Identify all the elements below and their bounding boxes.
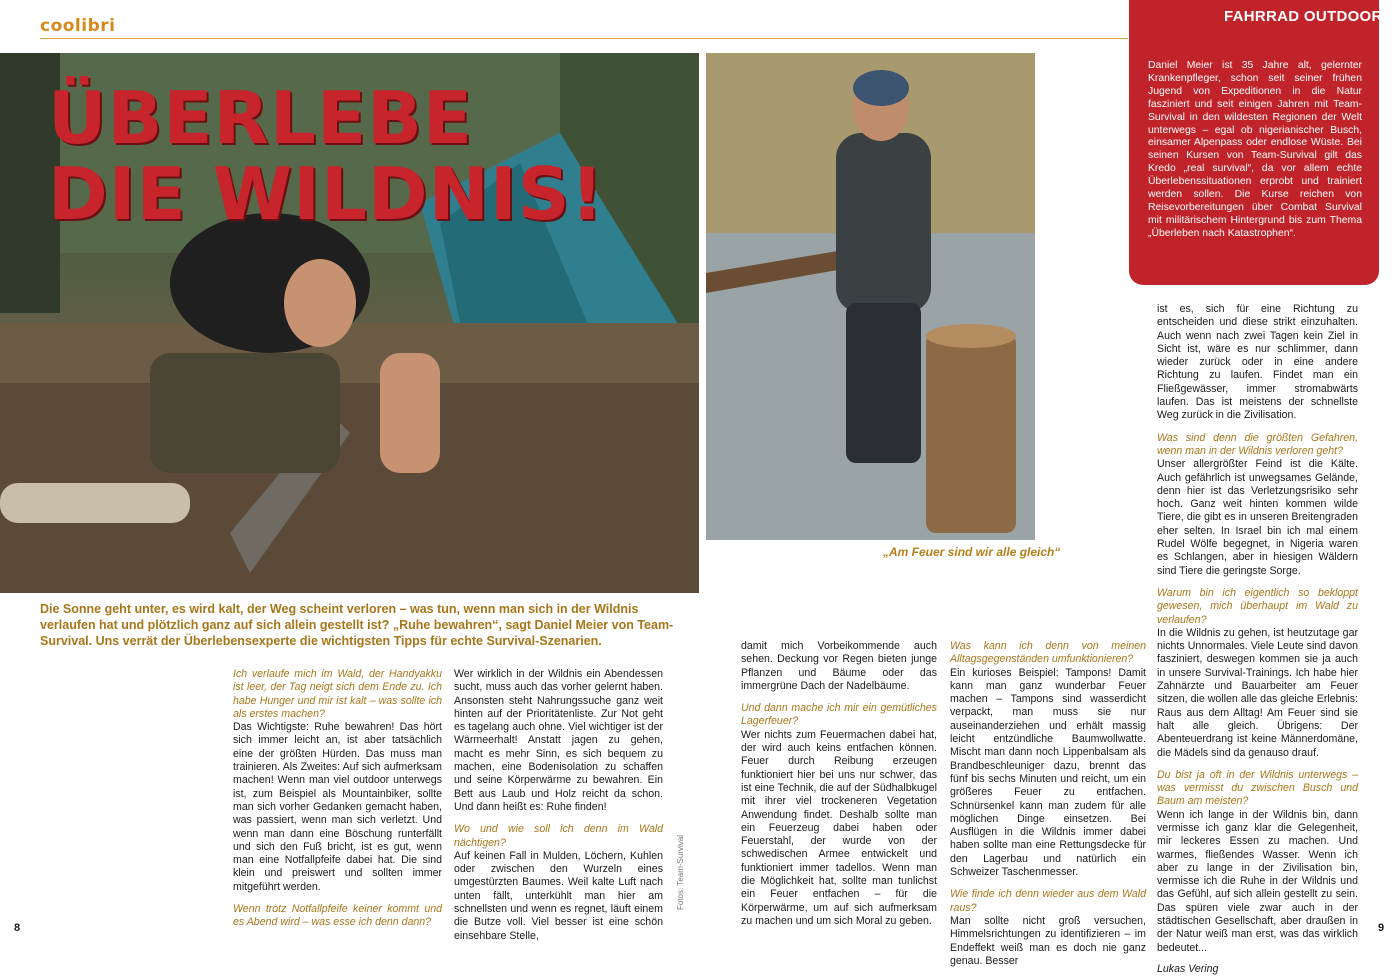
column-4 [950, 640, 1146, 968]
answer: Ein kurioses Beispiel: Tampons! Damit kann man ganz wunderbar Feuer machen – Tampons sind wasserdicht verpackt, man muss sie nur auseinanderziehen und erhält massig leicht entzündliche Baumwollwatte. Mischt man dann noch Lippenbalsam als Brandbeschleuniger dazu, brennt das fünf bis sechs Minuten und reicht, um ein größeres Feuer zu entfachen. Schnürsenkel kann man zudem für alle möglichen Dinge einsetzen. Bei Ausflügen in die Wildnis immer dabei haben sollte man eine Rettungsdecke für den Lagerbau und natürlich ein Schweizer Taschenmesser. [950, 666, 1146, 879]
photo-scene-frost [706, 53, 1035, 540]
question: Warum bin ich eigentlich so bekloppt gewesen, mich überhaupt im Wald zu verlaufen? [1157, 586, 1358, 626]
section-label: FAHRRAD OUTDOOR [1224, 8, 1383, 25]
photo-caption: „Am Feuer sind wir alle gleich“ [883, 545, 1061, 559]
page-number-right: 9 [1378, 922, 1385, 934]
answer: Auf keinen Fall in Mulden, Löchern, Kuhlen oder zwischen den Wurzeln eines umgestürzten Baumes. Weil kalte Luft nach unten fällt, unterkühlt man hier am schnellsten und wenn es regnet, läuft einem die Butze voll. Viel besser ist eine schön einsehbare Stelle, [454, 849, 663, 942]
question: Wo und wie soll ich denn im Wald nächtigen? [454, 823, 663, 849]
answer: Das Wichtigste: Ruhe bewahren! Das hört sich immer leicht an, ist aber tatsächlich eine der größten Hürden. Das muss man trainieren. Als Zweites: Auf sich aufmerksam machen! Wenn man viel outdoor unterwegs ist, zum Beispiel als Mountainbiker, sollte man sich vorher Gedanken gemacht haben, was passiert, wenn man sich verletzt. Und wenn man dann eine Böschung runterfällt und sich den Fuß bricht, ist es gut, wenn man eine Notfallpfeife dabei hat. Die sind klein und preiswert und sollten immer mitgeführt werden. [233, 721, 442, 893]
author-name: Lukas Vering [1157, 962, 1219, 975]
page-number-left: 8 [14, 922, 21, 934]
column-5 [1157, 303, 1358, 976]
title-line-2: DIE WILDNIS! [48, 152, 605, 236]
answer: ist es, sich für eine Richtung zu entscheiden und diese strikt einzuhalten. Auch wenn nach zwei Tagen kein Ziel in Sicht ist, wäre es nur schlimmer, dann wieder zurück oder in eine andere Richtung zu laufen. Findet man ein Fließgewässer, immer stromabwärts laufen. Das ist meistens der schnellste Weg zurück in die Zivilisation. [1157, 303, 1358, 422]
question: Und dann mache ich mir ein gemütliches Lagerfeuer? [741, 702, 937, 728]
answer: damit mich Vorbeikommende auch sehen. Deckung vor Regen bieten junge Pflanzen und Bäume oder das immergrüne Dach der Nadelbäume. [741, 640, 937, 692]
title-line-1: ÜBERLEBE [48, 76, 474, 160]
column-3 [741, 640, 937, 928]
author-info-text: Daniel Meier ist 35 Jahre alt, gelernter Krankenpfleger, schon seit seiner frühen Jugend von Expeditionen in die Natur fasziniert und seit einigen Jahren mit Team-Survival in den wildesten Regionen der Welt unterwegs – egal ob nigerianischer Busch, einsamer Alpenpass oder endlose Wüste. Bei seinen Kursen von Team-Survival gilt das Kredo „real survival“, da vor allem echte Überlebenssituationen erprobt und trainiert werden sollen. Die Kurse reichen von Reisevorbereitungen über Combat Survival mit militärischem Hintergrund bis zum Thema „Überleben nach Katastrophen“. [1148, 60, 1362, 239]
answer: In die Wildnis zu gehen, ist heutzutage gar nichts Unnormales. Viele Leute sind davon fasziniert, deswegen kommen sie ja auch in unsere Survival-Trainings. Ich habe hier Zahnärzte und Bauarbeiter am Feuer sitzen, die wollen alle das gleiche Erlebnis: Raus aus dem Alltag! Am Feuer sind sie halt alle gleich. Übrigens: Der Abenteuerdrang ist keine Männerdomäne, die Mädels sind da genauso drauf. [1157, 626, 1358, 759]
question: Du bist ja oft in der Wildnis unterwegs – was vermisst du zwischen Busch und Baum am meisten? [1157, 768, 1358, 808]
answer: Unser allergrößter Feind ist die Kälte. Auch gefährlich ist unwegsames Gelände, denn hier ist das Verletzungsrisiko sehr hoch. Ganz weit hinten kommen wilde Tiere, die gibt es in unseren Breitengraden eher selten. In Israel bin ich mal einem Rudel Wölfe begegnet, in Nigeria waren es Schlangen, aber in hiesigen Wäldern sind Tiere die geringste Sorge. [1157, 458, 1358, 577]
photo-instructor-standing [706, 53, 1035, 540]
header-rule [40, 38, 1128, 39]
answer: Wenn ich lange in der Wildnis bin, dann vermisse ich ganz klar die Gelegenheit, mir leckeres Essen zu machen. Und warmes, fließendes Wasser. Wenn ich aber zu lange in der Zivilisation bin, vermisse ich die Ruhe in der Wildnis und das Gefühl, auf sich allein gestellt zu sein. Das spüren viele zwar auch in der städtischen Gesellschaft, aber draußen in der Natur weiß man erst, was das wirklich bedeutet... [1157, 808, 1358, 954]
column-2 [454, 668, 663, 943]
answer: Man sollte nicht groß versuchen, Himmelsrichtungen zu identifizieren – im Endeffekt weiß man es doch nie ganz genau. Besser [950, 914, 1146, 967]
question: Was sind denn die größten Gefahren, wenn man in der Wildnis verloren geht? [1157, 431, 1358, 457]
article-title [48, 76, 605, 236]
magazine-logo: coolibri [40, 16, 116, 36]
column-1 [233, 668, 442, 930]
lead-paragraph: Die Sonne geht unter, es wird kalt, der Weg scheint verloren – was tun, wenn man sich in der Wildnis verlaufen hat und plötzlich ganz auf sich allein gestellt ist? „Ruhe bewahren“, sagt Daniel Meier von Team-Survival. Uns verrät der Überlebensexperte die wichtigsten Tipps für echte Survival-Szenarien. [40, 602, 674, 648]
question: Wenn trotz Notfallpfeife keiner kommt und es Abend wird – was esse ich denn dann? [233, 903, 442, 929]
question: Wie finde ich denn wieder aus dem Wald raus? [950, 888, 1146, 914]
answer: Wer nichts zum Feuermachen dabei hat, der wird auch keins entfachen können. Feuer durch Reibung erzeugen funktioniert hier bei uns nur schwer, das ist eine Technik, die auf der Südhalbkugel mit ihrer viel trockeneren Vegetation Anwendung findet. Deshalb sollte man ein Feuerzeug dabei haben oder Feuerstahl, der wurde von der schwedischen Armee entwickelt und funktioniert immer tadellos. Wenn man die Möglichkeit hat, sollte man tunlichst ein Feuer entfachen – für die Körperwärme, um auf sich aufmerksam zu machen und um sich Moral zu geben. [741, 728, 937, 927]
photo-credit: Fotos: Team-Survival [676, 835, 685, 910]
answer: Wer wirklich in der Wildnis ein Abendessen sucht, muss auch das vorher gelernt haben. Ansonsten steht Nahrungssuche ganz weit hinten auf der Prioritätenliste. Zur Not geht es tagelang auch ohne. Viel wichtiger ist der Wärmeerhalt! Anstatt jagen zu gehen, macht es mehr Sinn, es sich bequem zu machen, eine Bodenisolation zu schaffen und seine Körperwärme zu bewahren. Ein Bett aus Laub und Holz reicht da schon. Und dann heißt es: Ruhe finden! [454, 668, 663, 813]
question: Ich verlaufe mich im Wald, der Handyakku ist leer, der Tag neigt sich dem Ende zu. Ich habe Hunger und mir ist kalt – was sollte ich als erstes machen? [233, 668, 442, 720]
question: Was kann ich denn von meinen Alltagsgegenständen umfunktionieren? [950, 640, 1146, 666]
